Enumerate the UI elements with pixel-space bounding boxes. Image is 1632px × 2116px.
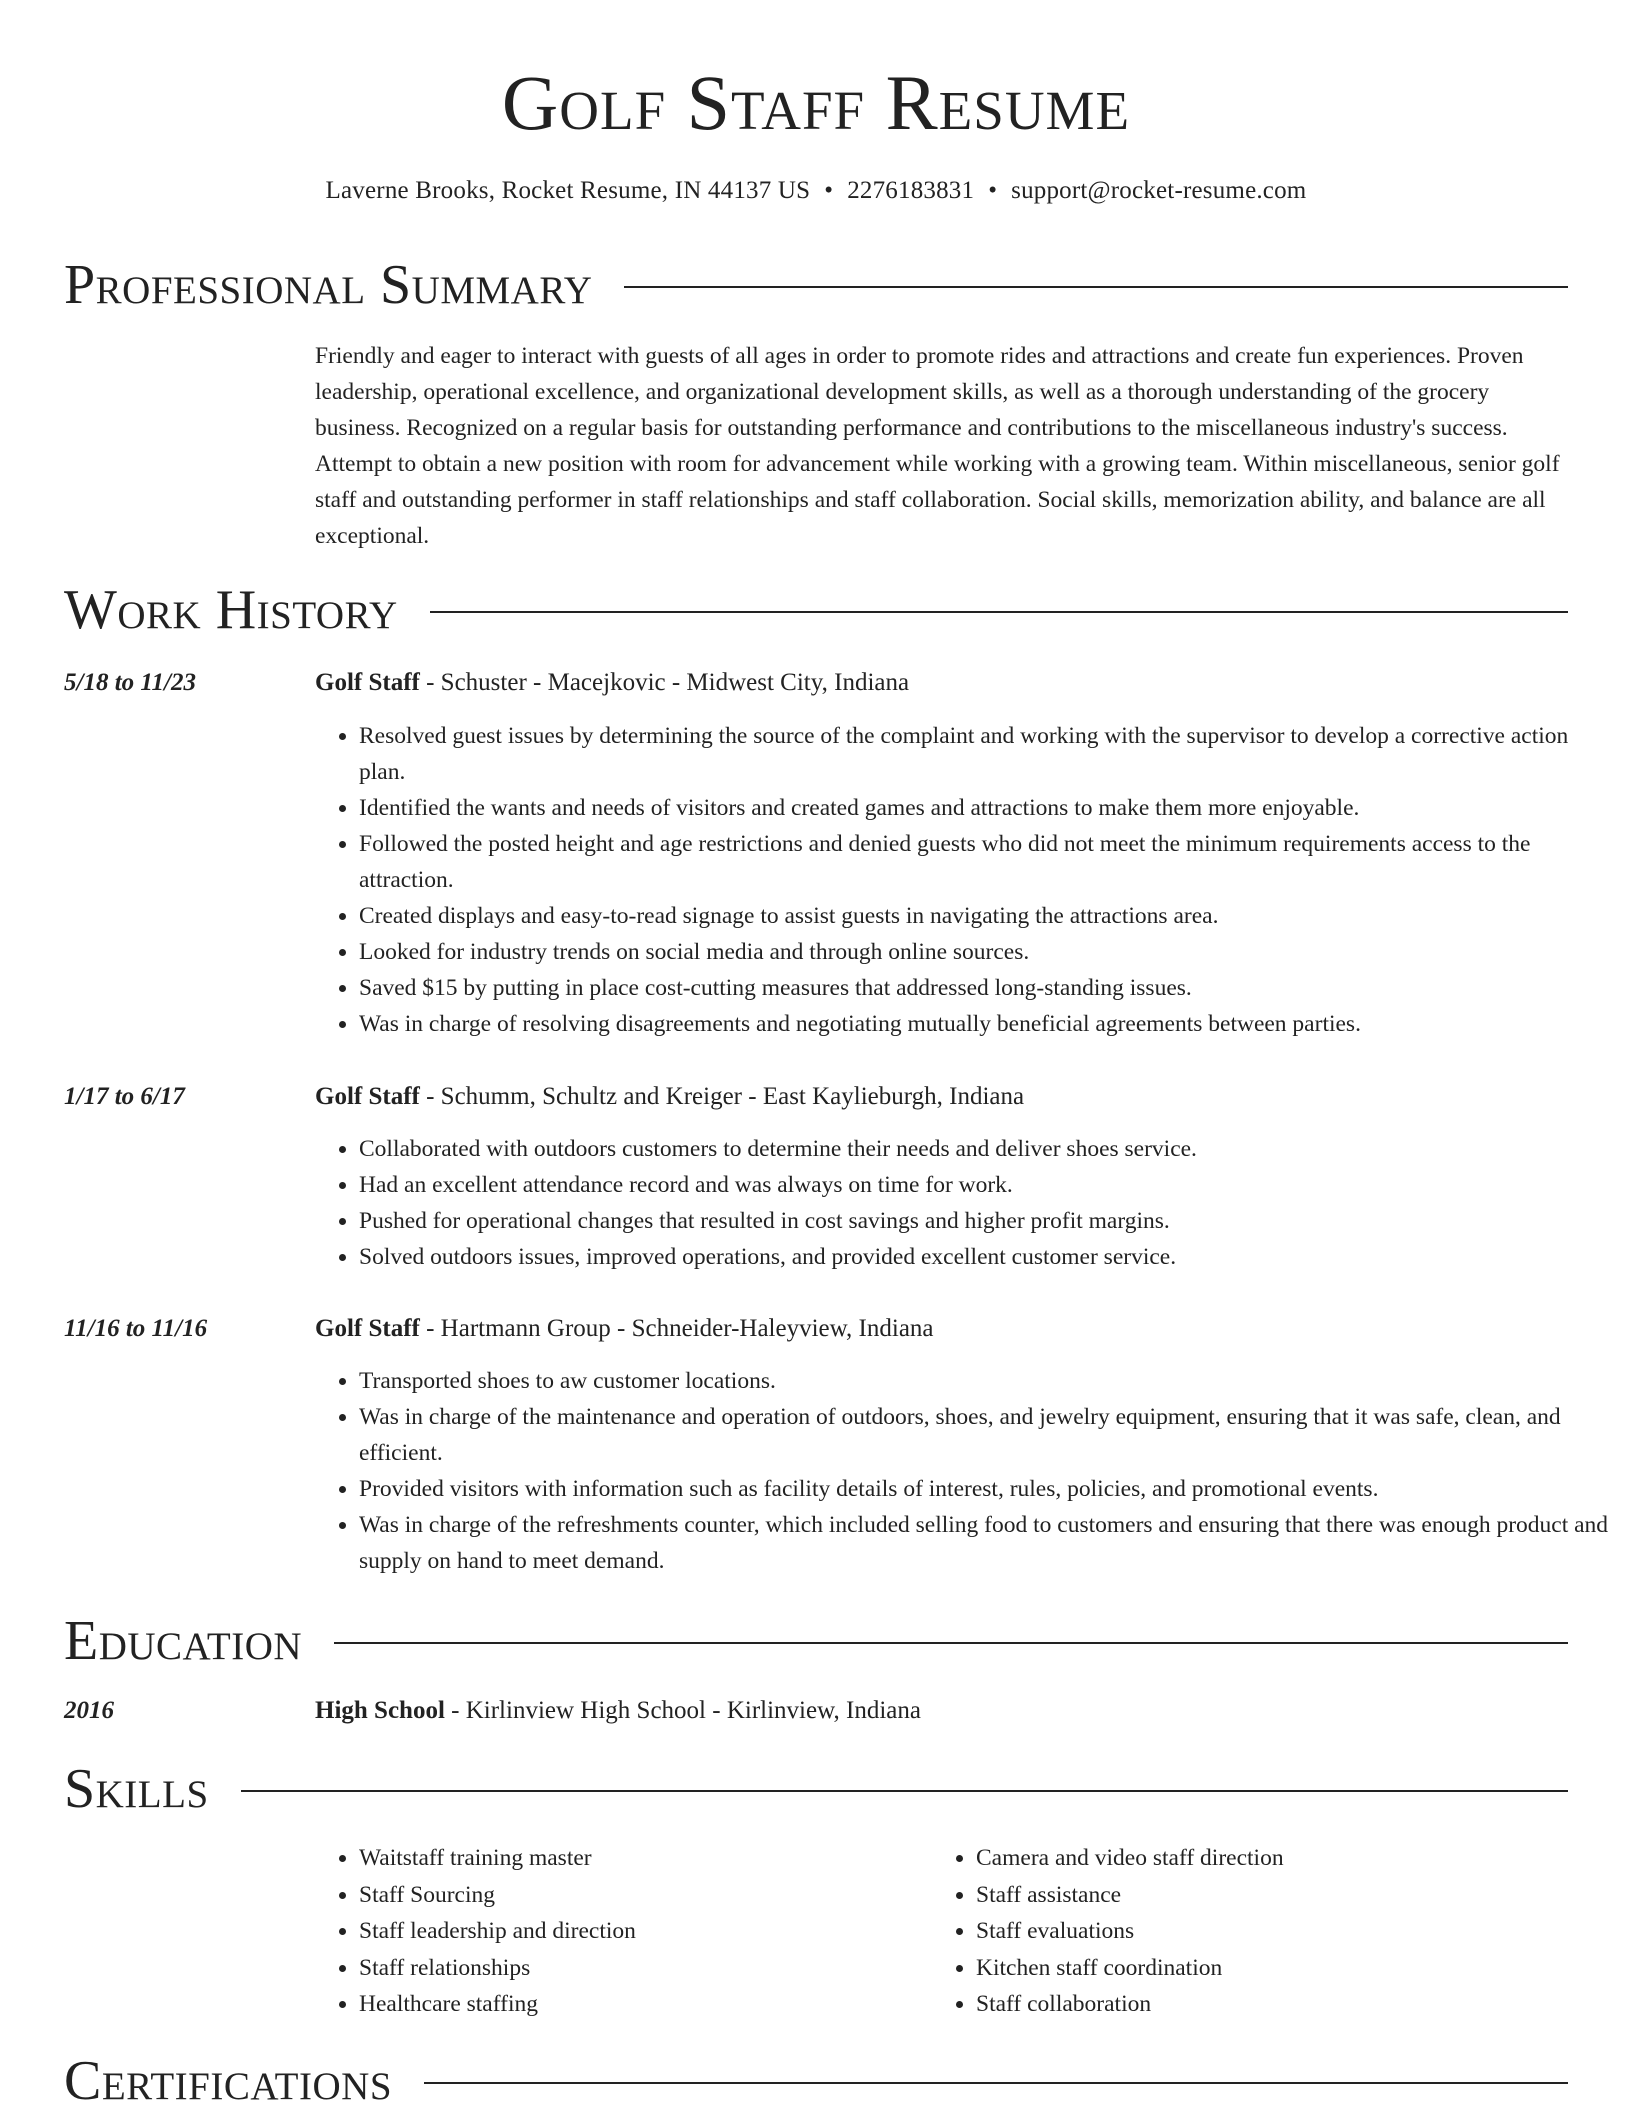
job-header [315, 1312, 934, 1346]
list-item: • Identified the wants and needs of visitors and created games and attractions to make them more enjoyable. [359, 790, 1619, 826]
job-detail: - Hartmann Group - Schneider-Haleyview, Indiana [419, 1315, 934, 1342]
section-skills [64, 1754, 1568, 1824]
section-summary [64, 250, 1568, 320]
education-header [315, 1694, 921, 1728]
contact-separator: • [988, 177, 998, 204]
job-bullets [315, 1363, 1619, 1579]
list-item: • Resolved guest issues by determining the source of the complaint and working with the supervisor to develop a corrective action plan. [359, 718, 1619, 790]
list-item: • Created displays and easy-to-read signage to assist guests in navigating the attractions area. [359, 898, 1619, 934]
skill-item: • Staff assistance [976, 1877, 1536, 1914]
skill-item: • Staff Sourcing [359, 1877, 919, 1914]
job-dates: 1/17 to 6/17 [64, 1083, 185, 1110]
section-rule [334, 1642, 1568, 1644]
education-detail: - Kirlinview High School - Kirlinview, Indiana [444, 1697, 921, 1724]
skill-item: • Kitchen staff coordination [976, 1950, 1536, 1987]
summary-text: Friendly and eager to interact with guests of all ages in order to promote rides and attractions and create fun experiences. Proven leadership, operational excellence, and organizational development skills, as well as a thorough understanding of the grocery business. Recognized on a regular basis for outstanding performance and contributions to the miscellaneous industry's success. Attempt to obtain a new position with room for advancement while working with a growing team. Within miscellaneous, senior golf staff and outstanding performer in staff relationships and staff collaboration. Social skills, memorization ability, and balance are all exceptional. [315, 343, 1560, 549]
job-title: Golf Staff [315, 1315, 420, 1342]
section-work-history [64, 575, 1568, 645]
skills-list-left [315, 1840, 919, 2023]
section-title: Work History [64, 579, 398, 641]
list-item: • Was in charge of the maintenance and operation of outdoors, shoes, and jewelry equipment, ensuring that it was safe, clean, and efficient. [359, 1399, 1619, 1471]
list-item: • Solved outdoors issues, improved operations, and provided excellent customer service. [359, 1239, 1619, 1275]
section-rule [241, 1790, 1568, 1792]
list-item: • Collaborated with outdoors customers to determine their needs and deliver shoes service. [359, 1131, 1619, 1167]
job-dates: 11/16 to 11/16 [64, 1315, 208, 1342]
list-item: • Was in charge of the refreshments counter, which included selling food to customers and ensuring that there was enough product and supply on hand to meet demand. [359, 1507, 1619, 1579]
resume-title: Golf Staff Resume [501, 59, 1131, 146]
skill-item: • Staff collaboration [976, 1986, 1536, 2023]
job-dates: 5/18 to 11/23 [64, 669, 196, 696]
job-title: Golf Staff [315, 1083, 420, 1110]
section-certifications [64, 2046, 1568, 2116]
list-item: • Saved $15 by putting in place cost-cutting measures that addressed long-standing issues. [359, 970, 1619, 1006]
section-rule [424, 2082, 1568, 2084]
list-item: • Transported shoes to aw customer locations. [359, 1363, 1619, 1399]
list-item: • Looked for industry trends on social media and through online sources. [359, 934, 1619, 970]
education-degree: High School [315, 1697, 445, 1724]
contact-email: support@rocket-resume.com [1011, 177, 1307, 204]
skill-item: • Staff evaluations [976, 1913, 1536, 1950]
section-title: Certifications [64, 2050, 393, 2112]
job-detail: - Schumm, Schultz and Kreiger - East Kaylieburgh, Indiana [419, 1083, 1025, 1110]
job-detail: - Schuster - Macejkovic - Midwest City, Indiana [419, 669, 910, 696]
section-rule [624, 286, 1568, 288]
list-item: • Followed the posted height and age restrictions and denied guests who did not meet the minimum requirements access to the attraction. [359, 826, 1619, 898]
skill-item: • Healthcare staffing [359, 1986, 919, 2023]
job-bullets [315, 718, 1619, 1042]
job-header [315, 666, 909, 700]
contact-separator: • [824, 177, 834, 204]
job-bullets [315, 1131, 1619, 1275]
education-year: 2016 [64, 1697, 114, 1724]
job-title: Golf Staff [315, 669, 420, 696]
contact-line [0, 174, 1632, 208]
skill-item: • Waitstaff training master [359, 1840, 919, 1877]
list-item: • Pushed for operational changes that resulted in cost savings and higher profit margins. [359, 1203, 1619, 1239]
list-item: • Had an excellent attendance record and was always on time for work. [359, 1167, 1619, 1203]
skill-item: • Staff leadership and direction [359, 1913, 919, 1950]
job-header [315, 1080, 1024, 1114]
skill-item: • Camera and video staff direction [976, 1840, 1536, 1877]
section-title: Education [64, 1610, 303, 1672]
contact-address: Laverne Brooks, Rocket Resume, IN 44137 US [325, 177, 811, 204]
contact-phone: 2276183831 [847, 177, 975, 204]
section-title: Skills [64, 1758, 209, 1820]
section-rule [430, 611, 1568, 613]
list-item: • Provided visitors with information such as facility details of interest, rules, policies, and promotional events. [359, 1471, 1619, 1507]
list-item: • Was in charge of resolving disagreements and negotiating mutually beneficial agreements between parties. [359, 1006, 1619, 1042]
skill-item: • Staff relationships [359, 1950, 919, 1987]
skills-list-right [932, 1840, 1536, 2023]
section-title: Professional Summary [64, 254, 593, 316]
section-education [64, 1606, 1568, 1676]
